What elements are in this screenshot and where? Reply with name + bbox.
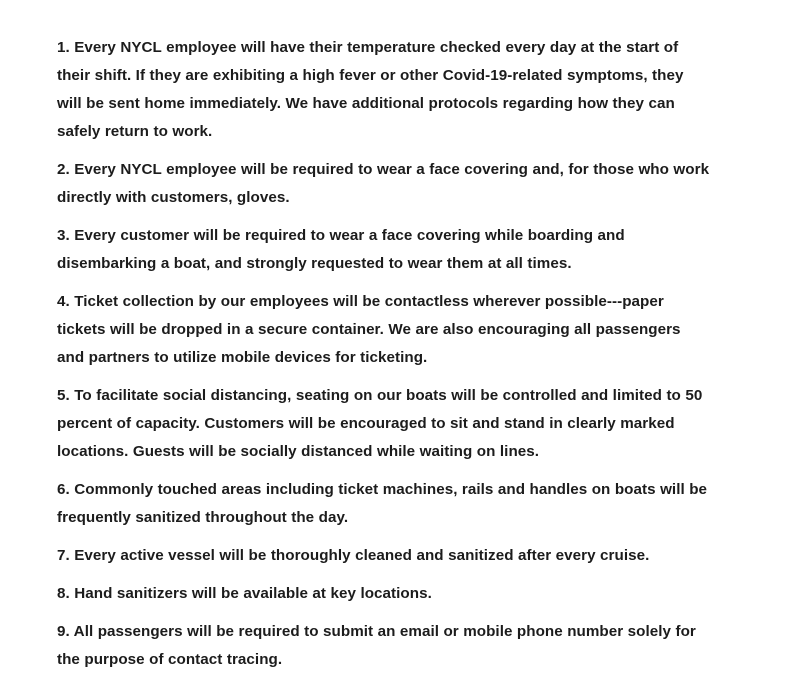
list-item: 7. Every active vessel will be thoroughly cleaned and sanitized after every cruise. [57,547,650,564]
list-item: 4. Ticket collection by our employees will be contactless wherever possible---paper tickets will be dropped in a secure container. We are also encouraging all passengers and partners to utilize mobile devices for ticketing. [57,293,681,366]
list-item: 6. Commonly touched areas including ticket machines, rails and handles on boats will be frequently sanitized throughout the day. [57,481,708,526]
document-body [57,34,712,674]
list-item: 8. Hand sanitizers will be available at key locations. [57,585,432,602]
list-item: 5. To facilitate social distancing, seating on our boats will be controlled and limited to 50 percent of capacity. Customers will be encouraged to sit and stand in clearly marked locations. Guests will be socially distanced while waiting on lines. [57,387,703,460]
list-item: 3. Every customer will be required to wear a face covering while boarding and disembarking a boat, and strongly requested to wear them at all times. [57,227,625,272]
list-item: 2. Every NYCL employee will be required to wear a face covering and, for those who work directly with customers, gloves. [57,161,710,206]
list-item: 9. All passengers will be required to submit an email or mobile phone number solely for the purpose of contact tracing. [57,623,696,668]
list-item: 1. Every NYCL employee will have their temperature checked every day at the start of their shift. If they are exhibiting a high fever or other Covid-19-related symptoms, they will be sent home immediately. We have additional protocols regarding how they can safely return to work. [57,39,684,140]
